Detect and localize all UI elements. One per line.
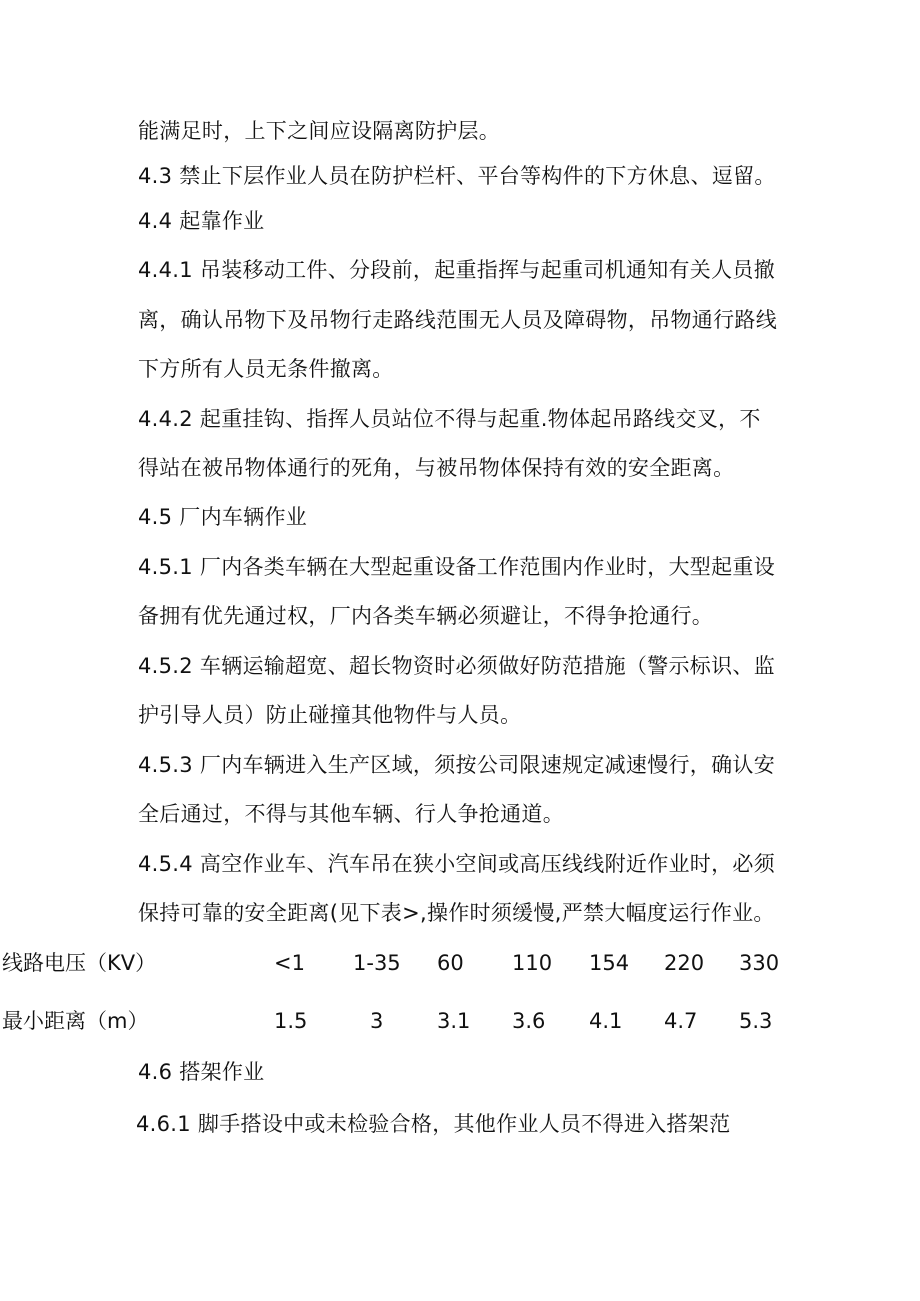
table-cell: 3.1 <box>437 1009 471 1033</box>
table-row-voltage <box>0 949 920 977</box>
paragraph-line: 下方所有人员无条件撤离。 <box>138 357 394 381</box>
table-cell: 4.7 <box>664 1009 698 1033</box>
table-row-distance <box>0 1007 920 1035</box>
table-cell: 330 <box>739 951 780 975</box>
table-cell: 3.6 <box>512 1009 546 1033</box>
paragraph-line: 4.4.1 吊装移动工件、分段前，起重指挥与起重司机通知有关人员撤 <box>138 258 776 282</box>
section-heading: 4.6 搭架作业 <box>138 1060 265 1084</box>
table-cell: 1.5 <box>274 1009 308 1033</box>
table-cell: <1 <box>274 951 305 975</box>
paragraph-line: 全后通过，不得与其他车辆、行人争抢通道。 <box>138 802 564 826</box>
paragraph-line: 能满足时，上下之间应设隔离防护层。 <box>138 119 501 143</box>
table-cell: 110 <box>512 951 553 975</box>
row-label: 最小距离（m） <box>2 1009 149 1033</box>
table-cell: 1-35 <box>353 951 401 975</box>
paragraph-line: 离，确认吊物下及吊物行走路线范围无人员及障碍物，吊物通行路线 <box>138 308 777 332</box>
paragraph-line: 4.5.2 车辆运输超宽、超长物资时必须做好防范措施（警示标识、监 <box>138 654 776 678</box>
paragraph-line: 护引导人员）防止碰撞其他物件与人员。 <box>138 703 522 727</box>
paragraph-line: 得站在被吊物体通行的死角，与被吊物体保持有效的安全距离。 <box>138 456 735 480</box>
table-cell: 220 <box>664 951 705 975</box>
paragraph-line: 4.5.1 厂内各类车辆在大型起重设备工作范围内作业时，大型起重设 <box>138 555 776 579</box>
table-cell: 154 <box>589 951 630 975</box>
section-heading: 4.5 厂内车辆作业 <box>138 505 308 529</box>
table-cell: 5.3 <box>739 1009 773 1033</box>
section-heading: 4.4 起靠作业 <box>138 209 265 233</box>
table-cell: 3 <box>370 1009 384 1033</box>
paragraph-line: 4.3 禁止下层作业人员在防护栏杆、平台等构件的下方休息、逗留。 <box>138 164 776 188</box>
paragraph-line: 4.5.3 厂内车辆进入生产区域，须按公司限速规定减速慢行，确认安 <box>138 753 776 777</box>
paragraph-line: 保持可靠的安全距离(见下表>,操作时须缓慢,严禁大幅度运行作业。 <box>138 901 775 925</box>
paragraph-line: 4.5.4 高空作业车、汽车吊在狭小空间或高压线线附近作业时，必须 <box>138 852 776 876</box>
table-cell: 4.1 <box>589 1009 623 1033</box>
paragraph-line: 4.4.2 起重挂钩、指挥人员站位不得与起重.物体起吊路线交叉，不 <box>138 407 761 431</box>
table-cell: 60 <box>437 951 464 975</box>
paragraph-line: 4.6.1 脚手搭设中或未检验合格，其他作业人员不得进入搭架范 <box>136 1112 731 1136</box>
row-label: 线路电压（KV） <box>2 951 157 975</box>
paragraph-line: 备拥有优先通过权，厂内各类车辆必须避让，不得争抢通行。 <box>138 604 714 628</box>
